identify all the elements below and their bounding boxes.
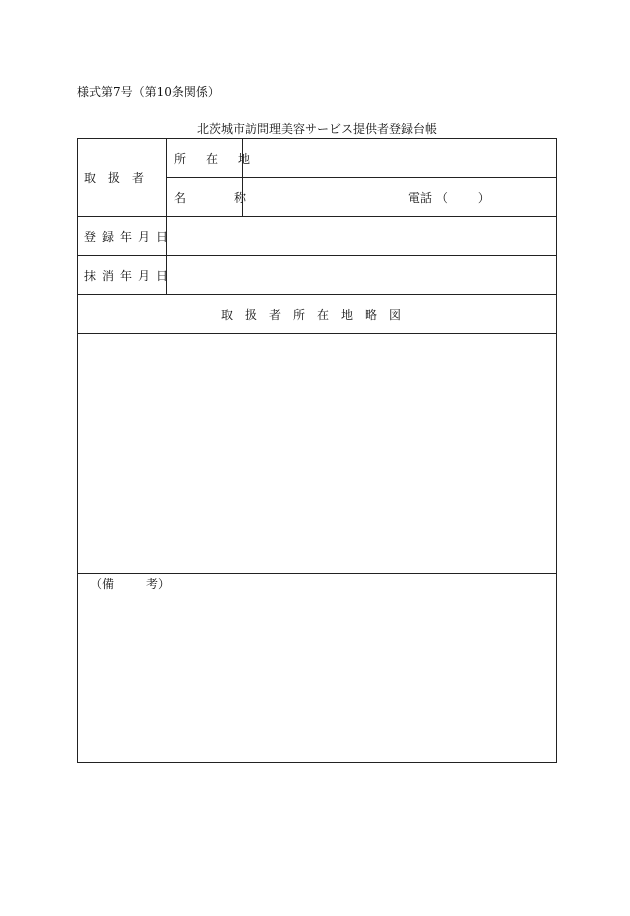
remarks-label-close: 考） bbox=[146, 577, 171, 591]
handler-label-text: 取 扱 者 bbox=[84, 171, 145, 185]
rule-cancellation-bottom bbox=[78, 294, 556, 295]
registration-table bbox=[77, 138, 557, 763]
handler-label bbox=[84, 170, 160, 186]
rule-address-name bbox=[166, 177, 556, 178]
cancellation-date-label: 抹消年月日 bbox=[84, 269, 175, 283]
address-label: 所 在 地 bbox=[174, 152, 255, 166]
phone-label: 電話 bbox=[408, 191, 433, 205]
remarks-label-open: （備 bbox=[90, 577, 115, 591]
rule-registration-bottom bbox=[78, 255, 556, 256]
phone-open-paren: （ bbox=[435, 191, 448, 205]
form-number: 様式第7号（第10条関係） bbox=[77, 85, 220, 99]
location-map-area bbox=[78, 334, 556, 573]
phone-field bbox=[408, 190, 490, 206]
location-map-heading: 取扱者所在地略図 bbox=[220, 308, 413, 322]
name-label: 名 称 bbox=[174, 191, 250, 205]
registration-date-label: 登録年月日 bbox=[84, 230, 175, 244]
form-title: 北茨城市訪問理美容サービス提供者登録台帳 bbox=[196, 122, 437, 136]
remarks-area bbox=[78, 574, 556, 762]
rule-handler-bottom bbox=[78, 216, 556, 217]
phone-close-paren: ） bbox=[477, 191, 490, 205]
